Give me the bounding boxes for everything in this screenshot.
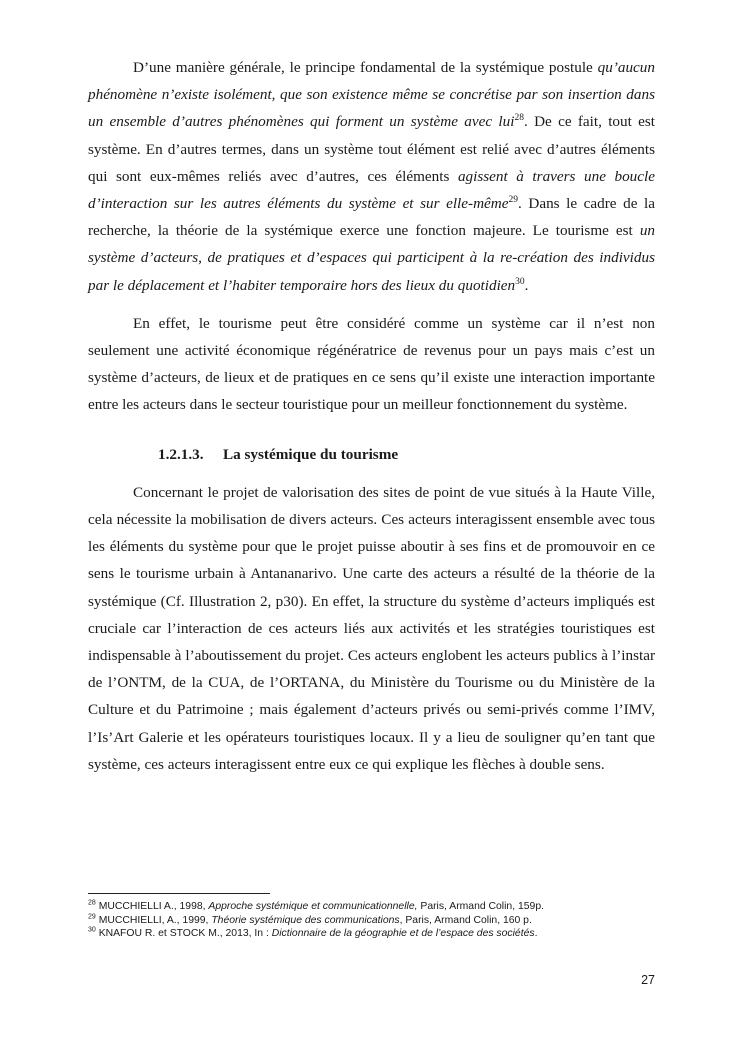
- footnote-publisher: , Paris, Armand Colin, 160 p.: [399, 914, 532, 926]
- footnote-ref-30[interactable]: 30: [515, 276, 525, 287]
- footnote-30: [88, 927, 688, 941]
- footnotes: [88, 900, 688, 941]
- footnote-author: MUCCHIELLI A., 1998,: [98, 901, 209, 912]
- footnote-publisher: .: [534, 928, 538, 940]
- paragraph-1-text-c: . Dans le cadre de la recherche, la théorie de la systémique exerce une fonction majeure. Le tourisme est: [88, 195, 655, 240]
- footnote-author: KNAFOU R. et STOCK M., 2013, In :: [98, 928, 272, 940]
- paragraph-1: [88, 54, 655, 299]
- quote-boucle-interaction: agissent à travers une boucle d’interaction sur les autres éléments du système et sur elle-même: [88, 167, 655, 213]
- footnote-separator: [88, 893, 270, 894]
- footnote-number: 29: [88, 913, 96, 921]
- paragraph-2: En effet, le tourisme peut être considéré comme un système car il n’est non seulement une activité économique régénératrice de revenus pour un pays mais c’est un système d’acteurs, de lieux et de pratiques en ce sens qu’il existe une interaction importante entre les acteurs dans le secteur touristique pour un meilleur fonctionnement du système.: [88, 314, 655, 414]
- quote-tourisme-definition: un système d’acteurs, de pratiques et d’espaces qui participent à la re-création des individus par le déplacement et l’habiter temporaire hors des lieux du quotidien: [88, 222, 655, 294]
- footnote-ref-29[interactable]: 29: [508, 194, 518, 205]
- footnote-29: [88, 914, 688, 928]
- section-number: 1.2.1.3.: [158, 445, 204, 463]
- paragraph-1-text-d: .: [524, 276, 529, 294]
- footnote-title: Approche systémique et communicationnelle,: [208, 901, 418, 912]
- footnote-title: Dictionnaire de la géographie et de l’espace des sociétés: [271, 928, 535, 940]
- footnote-number: 30: [88, 926, 96, 934]
- section-heading: [88, 441, 655, 468]
- section-title: La systémique du tourisme: [223, 445, 399, 463]
- footnote-number: 28: [88, 899, 96, 907]
- body-text: [88, 54, 655, 778]
- footnote-author: MUCCHIELLI, A., 1999,: [98, 914, 212, 926]
- footnote-28: [88, 900, 688, 914]
- page-number: 27: [641, 973, 655, 987]
- paragraph-3: Concernant le projet de valorisation des sites de point de vue situés à la Haute Ville, cela nécessite la mobilisation de divers acteurs. Ces acteurs interagissent ensemble avec tous les éléments du système pour que le projet puisse aboutir à ses fins et de promouvoir en ce sens le tourisme urbain à Antananarivo. Une carte des acteurs a résulté de la théorie de la systémique (Cf. Illustration 2, p30). En effet, la structure du système d’acteurs impliqués est cruciale car l’interaction de ces acteurs liés aux activités et les stratégies touristiques est indispensable à l’aboutissement du projet. Ces acteurs englobent les acteurs publics à l’instar de l’ONTM, de la CUA, de l’ORTANA, du Ministère du Tourisme ou du Ministère de la Culture et du Patrimoine ; mais également d’acteurs privés ou semi-privés comme l’IMV, l’Is’Art Galerie et les opérateurs touristiques locaux. Il y a lieu de souligner qu’en tant que système, ces acteurs interagissent entre eux ce qui explique les flèches à double sens.: [88, 483, 655, 773]
- footnote-publisher: Paris, Armand Colin, 159p.: [417, 901, 544, 912]
- footnote-ref-28[interactable]: 28: [514, 113, 524, 124]
- paragraph-1-text-b: . De ce fait, tout est système. En d’autres termes, dans un système tout élément est relié avec d’autres éléments qui sont eux-mêmes reliés avec d’autres, ces éléments: [88, 113, 655, 185]
- paragraph-1-text-a: D’une manière générale, le principe fondamental de la systémique postule: [133, 59, 598, 76]
- footnote-title: Théorie systémique des communications: [211, 914, 400, 926]
- quote-systemique: qu’aucun phénomène n’existe isolément, que son existence même se concrétise par son insertion dans un ensemble d’autres phénomènes qui forment un système avec lui: [88, 59, 655, 131]
